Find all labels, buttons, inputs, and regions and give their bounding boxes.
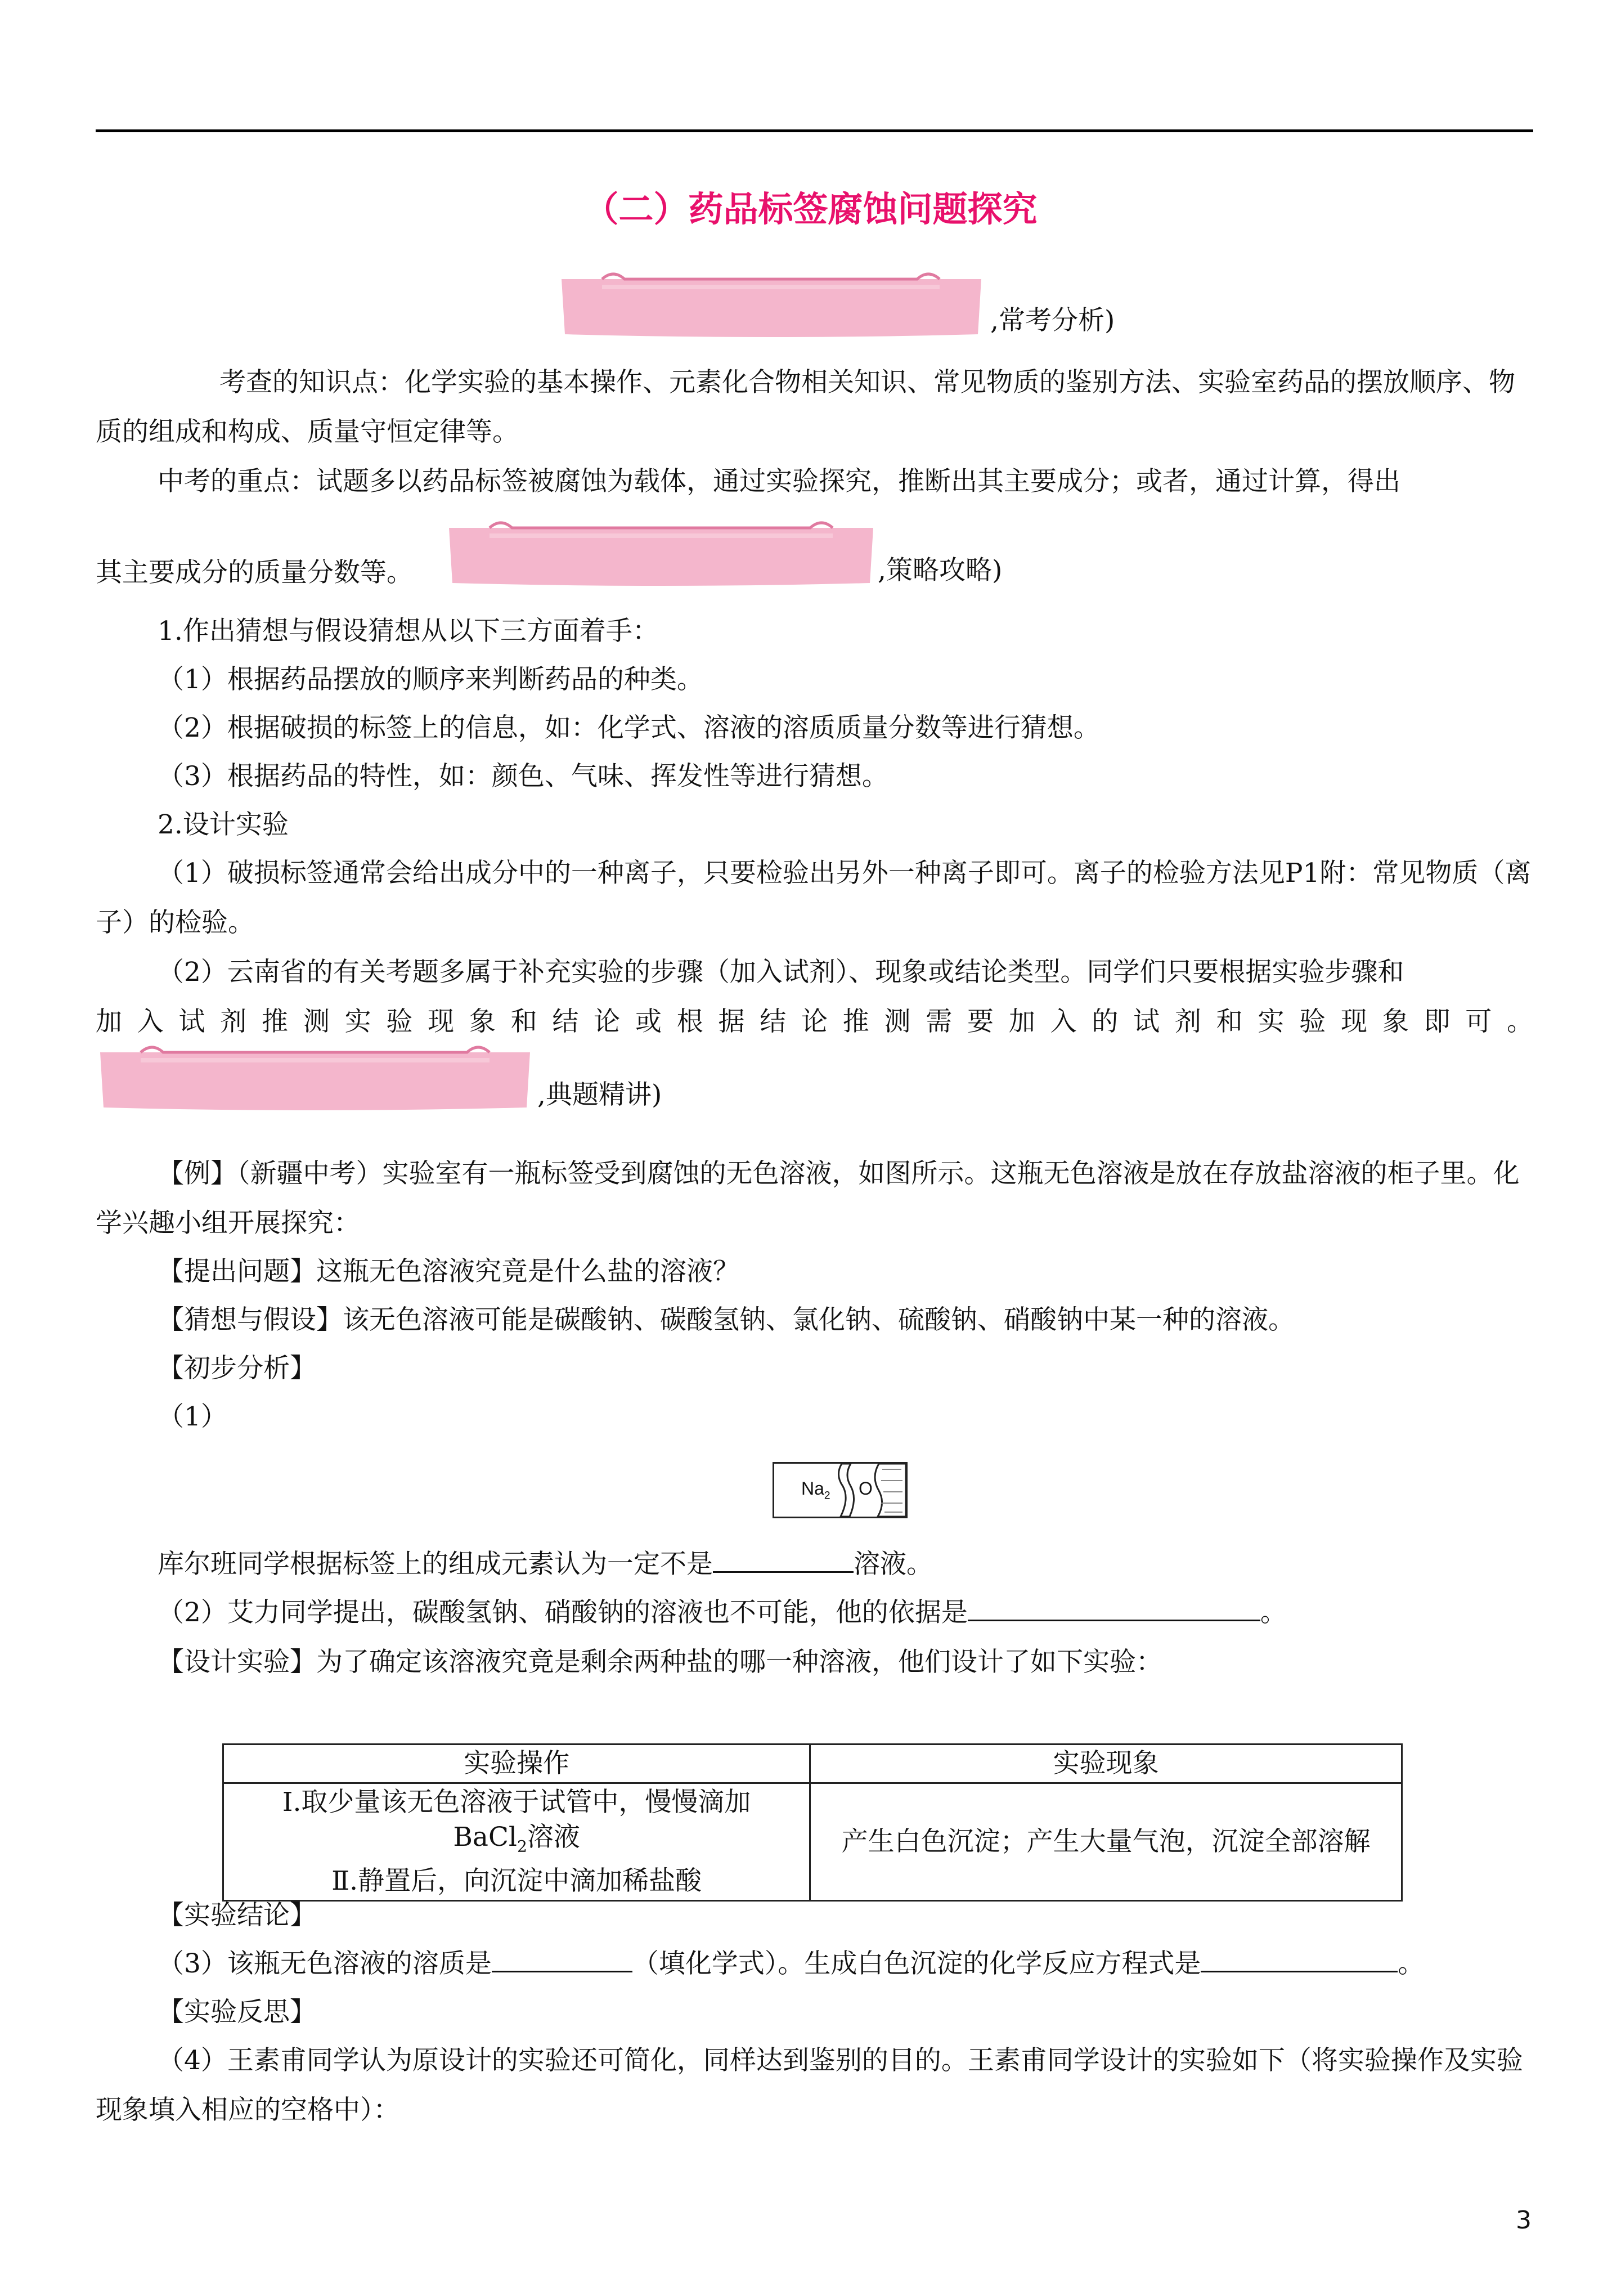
- page-number: 3: [1516, 2206, 1532, 2235]
- answer-blank-1[interactable]: [713, 1543, 854, 1573]
- experiment-table: [222, 1743, 1403, 1902]
- label-text-o: O: [859, 1478, 873, 1499]
- header-rule: [96, 129, 1533, 132]
- operation-step-2: Ⅱ.静置后，向沉淀中滴加稀盐酸: [331, 1866, 702, 1897]
- question-heading: 【提出问题】这瓶无色溶液究竟是什么盐的溶液？: [158, 1256, 739, 1287]
- table-cell-operation: [223, 1783, 810, 1901]
- analysis-item-1-suffix: 溶液。: [854, 1549, 933, 1580]
- section-1-item-1: （1）根据药品摆放的顺序来判断药品的种类。: [158, 664, 703, 695]
- section-1-item-2: （2）根据破损的标签上的信息，如：化学式、溶液的溶质质量分数等进行猜想。: [158, 712, 1100, 743]
- section-1-heading: 1.作出猜想与假设猜想从以下三方面着手：: [158, 616, 659, 647]
- section-2-heading: 2.设计实验: [158, 809, 289, 840]
- corroded-label-figure: [773, 1462, 908, 1518]
- example-intro: 【例】（新疆中考）实验室有一瓶标签受到腐蚀的无色溶液，如图所示。这瓶无色溶液是放在存放盐溶液的柜子里。化学兴趣小组开展探究：: [96, 1158, 1520, 1239]
- section-2-item-2b: 加入试剂推测实验现象和结论或根据结论推测需要加入的试剂和实验现象即可。: [96, 1006, 1533, 1037]
- banner-example: [96, 1041, 535, 1114]
- operation-step-1: Ⅰ.取少量该无色溶液于试管中，慢慢滴加: [282, 1787, 751, 1818]
- banner-ribbon-icon: [444, 517, 878, 590]
- analysis-item-1-text: 库尔班同学根据标签上的组成元素认为一定不是: [158, 1549, 713, 1580]
- analysis-item-1-number: （1）: [158, 1401, 227, 1432]
- preliminary-analysis-heading: 【初步分析】: [158, 1353, 316, 1384]
- analysis-item-2-suffix: 。: [1260, 1597, 1287, 1628]
- reflection-heading: 【实验反思】: [158, 1997, 316, 2028]
- analysis-item-1: [96, 1540, 1533, 1589]
- operation-step-1-reagent: BaCl$_2$溶液: [453, 1822, 580, 1856]
- conclusion-item-3-suffix: 。: [1398, 1948, 1425, 1979]
- table-header-row: [223, 1745, 1402, 1783]
- paragraph-focus-b: 其主要成分的质量分数等。: [96, 557, 413, 588]
- answer-blank-4[interactable]: [1201, 1943, 1398, 1972]
- paragraph-focus-a: 中考的重点：试题多以药品标签被腐蚀为载体，通过实验探究，推断出其主要成分；或者，通过计算，得出: [158, 466, 1400, 497]
- reflection-item-4: （4）王素甫同学认为原设计的实验还可简化，同样达到鉴别的目的。王素甫同学设计的实验如下（将实验操作及实验现象填入相应的空格中）：: [96, 2045, 1523, 2125]
- design-heading: 【设计实验】为了确定该溶液究竟是剩余两种盐的哪一种溶液，他们设计了如下实验：: [158, 1647, 1162, 1678]
- table-cell-phenomenon: 产生白色沉淀；产生大量气泡，沉淀全部溶解: [810, 1783, 1402, 1901]
- conclusion-item-3-middle: （填化学式）。生成白色沉淀的化学反应方程式是: [632, 1948, 1201, 1979]
- corroded-label-icon: [774, 1464, 906, 1517]
- section-2-item-1: （1）破损标签通常会给出成分中的一种离子，只要检验出另外一种离子即可。离子的检验方法见P1附：常见物质（离子）的检验。: [96, 858, 1532, 938]
- hypothesis: 【猜想与假设】该无色溶液可能是碳酸钠、碳酸氢钠、氯化钠、硫酸钠、硝酸钠中某一种的溶液。: [158, 1304, 1295, 1335]
- table-header-phenomenon: 实验现象: [810, 1745, 1402, 1783]
- banner-ribbon-icon: [96, 1041, 535, 1114]
- banner-ribbon-icon: [557, 268, 986, 341]
- analysis-item-2: [96, 1588, 1533, 1638]
- table-row: [223, 1783, 1402, 1901]
- banner-strategy: [444, 517, 878, 590]
- banner-analysis-label: ,常考分析): [990, 305, 1115, 336]
- page-title: （二）药品标签腐蚀问题探究: [583, 189, 1038, 230]
- conclusion-item-3: [96, 1939, 1533, 1989]
- conclusion-heading: 【实验结论】: [158, 1900, 316, 1931]
- banner-example-label: ,典题精讲): [537, 1079, 662, 1110]
- banner-strategy-label: ,策略攻略): [878, 555, 1003, 586]
- table-header-operation: 实验操作: [223, 1745, 810, 1783]
- banner-analysis: [557, 268, 986, 341]
- label-text-na: $Na_2$: [801, 1478, 830, 1502]
- conclusion-item-3-text: （3）该瓶无色溶液的溶质是: [158, 1948, 492, 1979]
- answer-blank-2[interactable]: [968, 1591, 1260, 1621]
- paragraph-knowledge: 考查的知识点：化学实验的基本操作、元素化合物相关知识、常见物质的鉴别方法、实验室药品的摆放顺序、物质的组成和构成、质量守恒定律等。: [96, 367, 1515, 447]
- answer-blank-3[interactable]: [492, 1943, 632, 1972]
- section-2-item-2a: （2）云南省的有关考题多属于补充实验的步骤（加入试剂）、现象或结论类型。同学们只要根据实验步骤和: [158, 957, 1404, 988]
- section-1-item-3: （3）根据药品的特性，如：颜色、气味、挥发性等进行猜想。: [158, 761, 888, 792]
- analysis-item-2-text: （2）艾力同学提出，碳酸氢钠、硝酸钠的溶液也不可能，他的依据是: [158, 1597, 968, 1628]
